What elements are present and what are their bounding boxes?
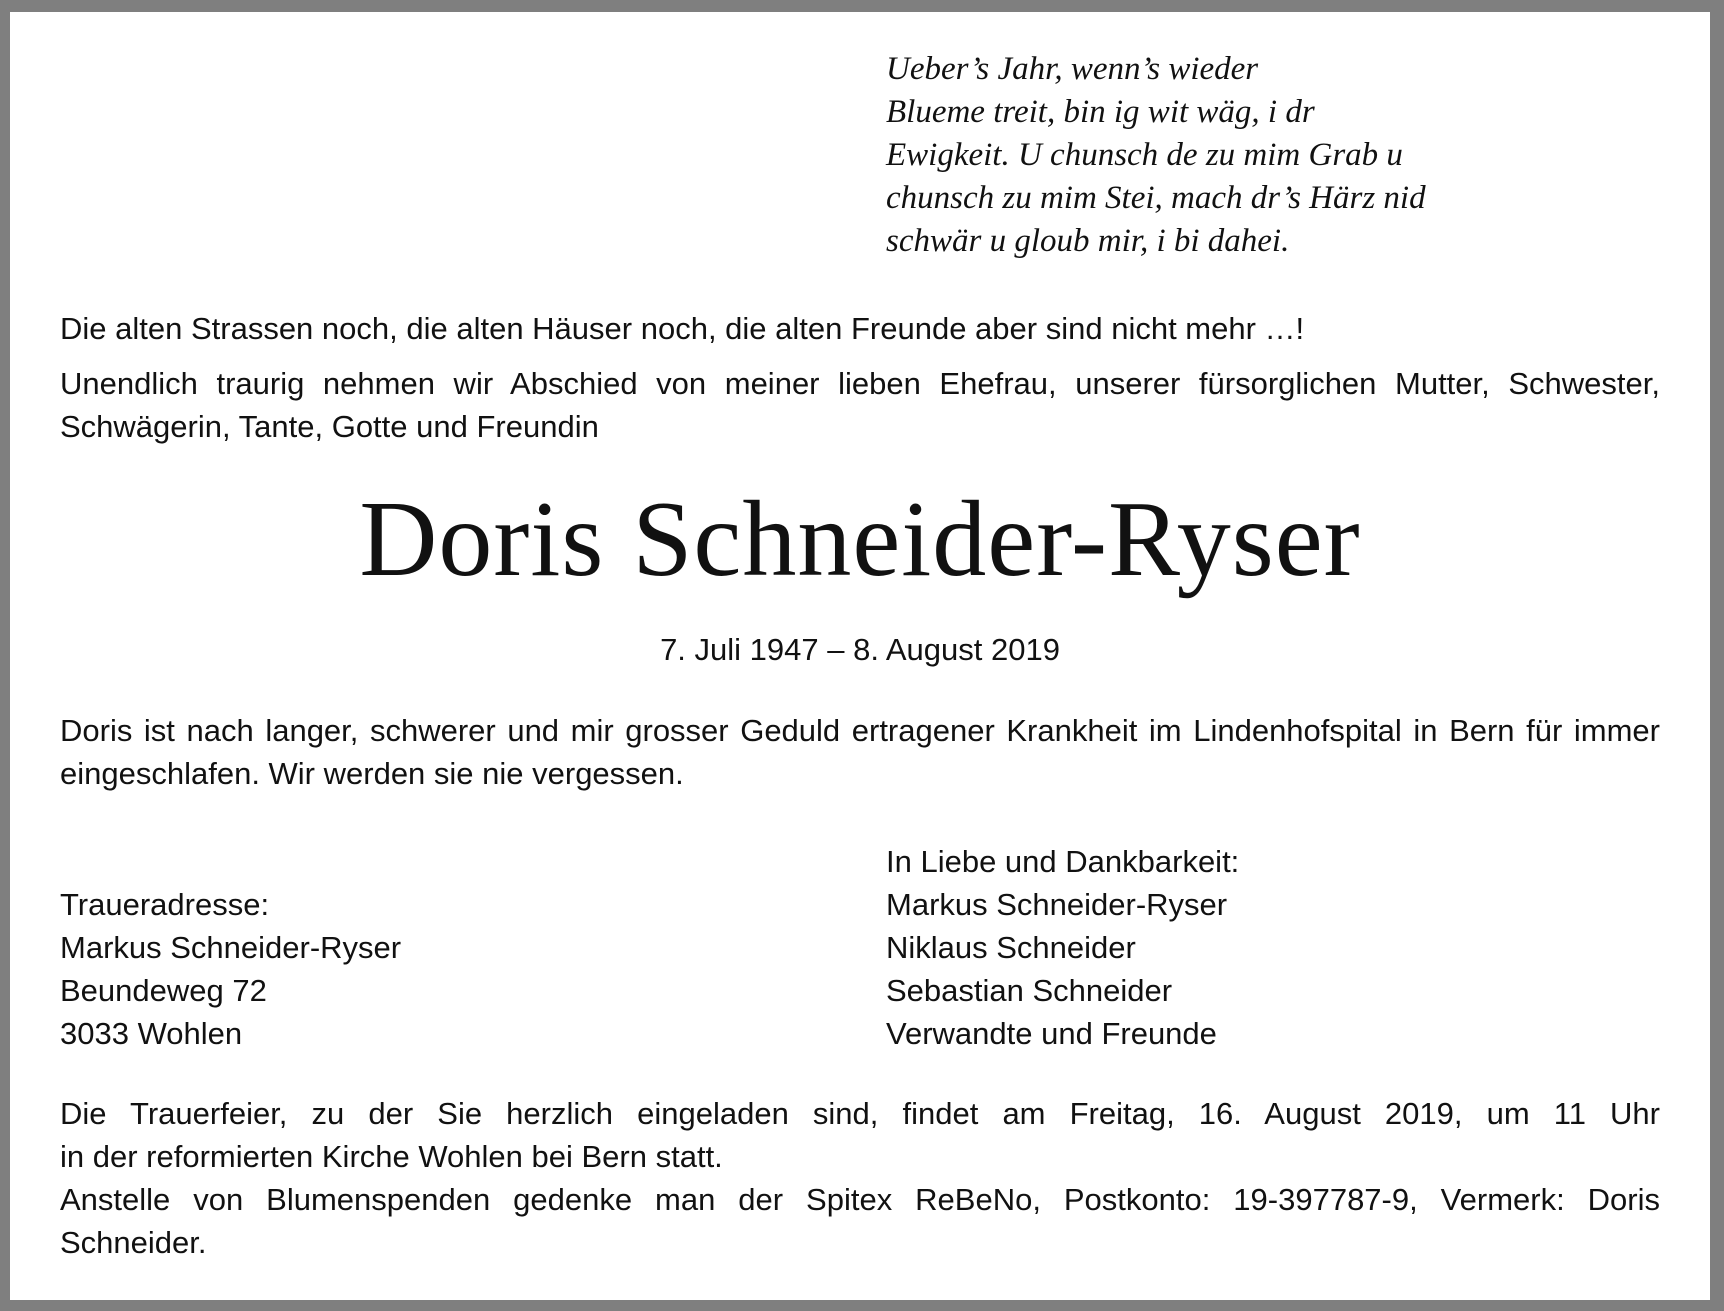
mourners-list: [886, 840, 1239, 1055]
poem-line: schwär u gloub mir, i bi dahei.: [886, 223, 1290, 259]
poem-line: chunsch zu mim Stei, mach dr’s Härz nid: [886, 180, 1426, 216]
mourner-name: Markus Schneider-Ryser: [886, 887, 1228, 922]
service-line: Die Trauerfeier, zu der Sie herzlich eingeladen sind, findet am Freitag, 16. August 2019, um 11 Uhr: [60, 1096, 1660, 1131]
announcement-text: Doris ist nach langer, schwerer und mir grosser Geduld ertragener Krankheit im Lindenhofspital in Bern für immer eingeschlafen. Wir werden sie nie vergessen.: [60, 713, 1660, 791]
service-line: in der reformierten Kirche Wohlen bei Bern statt.: [60, 1139, 723, 1174]
mourners-heading: In Liebe und Dankbarkeit:: [886, 844, 1240, 879]
obituary-page: [10, 12, 1710, 1300]
poem-line: Ewigkeit. U chunsch de zu mim Grab u: [886, 137, 1403, 173]
poem-line: Blueme treit, bin ig wit wäg, i dr: [886, 94, 1315, 130]
address-street: Beundeweg 72: [60, 973, 267, 1008]
mourner-name: Verwandte und Freunde: [886, 1016, 1217, 1051]
life-dates: 7. Juli 1947 – 8. August 2019: [660, 632, 1060, 667]
farewell-text: Unendlich traurig nehmen wir Abschied von meiner lieben Ehefrau, unserer fürsorglichen Mutter, Schwester, Schwägerin, Tante, Gotte und Freundin: [60, 366, 1660, 444]
address-city: 3033 Wohlen: [60, 1016, 243, 1051]
service-info: [60, 1092, 1660, 1264]
address-label: Traueradresse:: [60, 887, 270, 922]
mourner-name: Sebastian Schneider: [886, 973, 1173, 1008]
donation-line: Anstelle von Blumenspenden gedenke man der Spitex ReBeNo, Postkonto: 19-397787-9, Vermerk: Doris: [60, 1182, 1660, 1217]
address-name: Markus Schneider-Ryser: [60, 930, 402, 965]
intro-quote: Die alten Strassen noch, die alten Häuser noch, die alten Freunde aber sind nicht mehr …!: [60, 311, 1305, 346]
deceased-name: Doris Schneider-Ryser: [359, 480, 1361, 599]
poem-line: Ueber’s Jahr, wenn’s wieder: [886, 51, 1259, 87]
mourning-address: [60, 883, 401, 1055]
mourner-name: Niklaus Schneider: [886, 930, 1136, 965]
donation-line: Schneider.: [60, 1225, 207, 1260]
poem: [886, 48, 1626, 263]
